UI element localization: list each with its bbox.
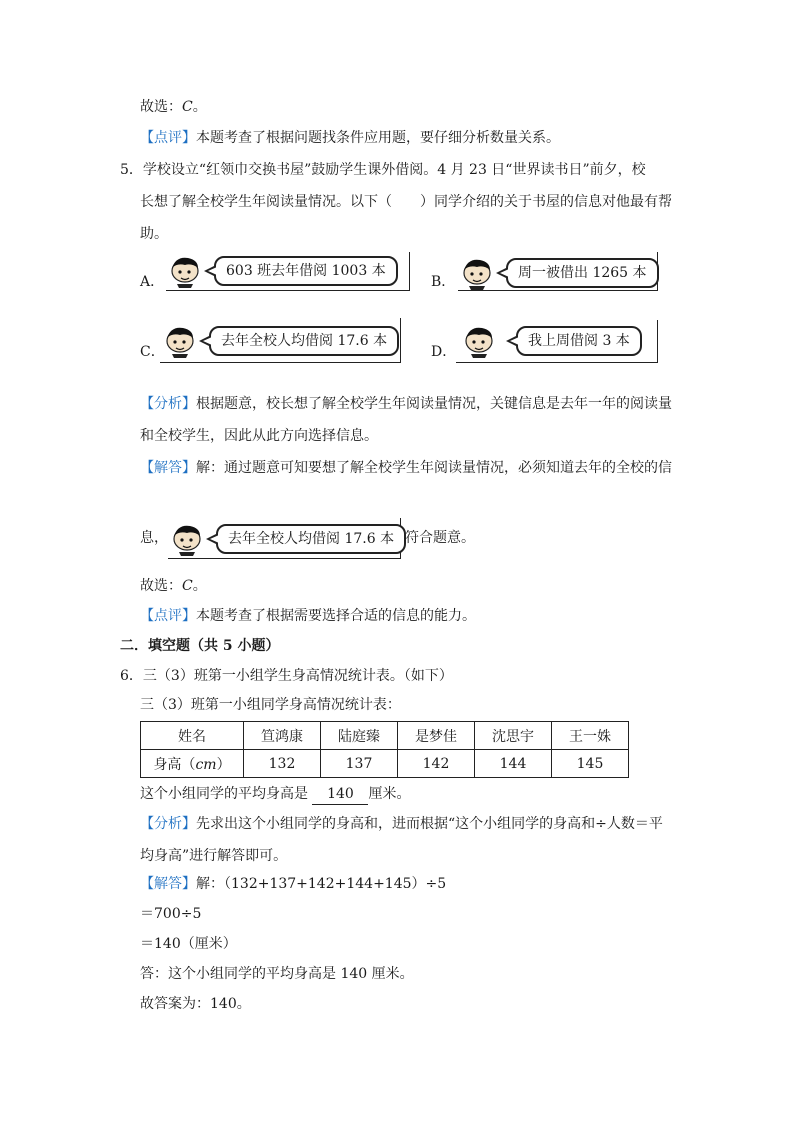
table-caption: 三（3）班第一小组同学身高情况统计表：	[140, 697, 401, 713]
q5-choose-value: C	[182, 578, 193, 594]
q5-stem-line2: 长想了解全校学生年阅读量情况。以下（ ）同学介绍的关于书屋的信息对他最有帮	[140, 194, 672, 210]
q4-review-line: 【点评】本题考查了根据问题找条件应用题，要仔细分析数量关系。	[140, 130, 560, 146]
answer-blank: 140	[312, 784, 368, 805]
table-header-name: 姓名	[141, 722, 244, 750]
child-icon	[168, 254, 202, 288]
option-a-label: A．	[140, 274, 165, 290]
table-cell-name: 陆庭臻	[321, 722, 398, 750]
q4-choose-value: C	[182, 99, 193, 115]
child-icon	[460, 256, 494, 290]
option-d-label: D．	[431, 344, 457, 360]
q5-stem-line3: 助。	[140, 226, 168, 242]
q6-answer-line4: 答：这个小组同学的平均身高是 140 厘米。	[140, 966, 414, 982]
child-icon	[462, 324, 496, 358]
answer-tag: 【解答】	[140, 876, 196, 892]
answer-tag: 【解答】	[140, 460, 196, 476]
analysis-tag: 【分析】	[140, 396, 196, 412]
option-b-figure	[460, 256, 659, 290]
table-row-names	[141, 722, 629, 750]
q6-answer-line1: 【解答】解：（132+137+142+144+145）÷5	[140, 876, 447, 892]
table-cell-height: 142	[398, 750, 475, 778]
q6-number: 6．	[120, 668, 143, 684]
q6-answer-line3: ＝140（厘米）	[140, 936, 237, 952]
table-cell-name: 是梦佳	[398, 722, 475, 750]
table-cell-height: 145	[552, 750, 629, 778]
answer-speech-bubble: 去年全校人均借阅 17.6 本	[216, 524, 406, 554]
option-d-speech-bubble: 我上周借阅 3 本	[516, 326, 642, 356]
option-d-figure	[462, 324, 642, 358]
option-c-figure	[163, 324, 399, 358]
table-cell-name: 王一姝	[552, 722, 629, 750]
option-c-label: C．	[140, 344, 165, 360]
table-cell-height: 137	[321, 750, 398, 778]
table-cell-height: 144	[475, 750, 552, 778]
answer-figure	[170, 522, 406, 556]
q6-analysis-line2: 均身高”进行解答即可。	[140, 848, 288, 864]
option-c-speech-bubble: 去年全校人均借阅 17.6 本	[209, 326, 399, 356]
q5-analysis-line2: 和全校学生，因此从此方向选择信息。	[140, 428, 378, 444]
q6-answer-line2: ＝700÷5	[140, 906, 202, 922]
height-stats-table	[140, 721, 629, 778]
table-row-heights	[141, 750, 629, 778]
analysis-tag: 【分析】	[140, 816, 196, 832]
q5-choose-line: 故选：C。	[140, 578, 207, 594]
q5-answer-prefix: 息，	[140, 530, 168, 546]
review-tag: 【点评】	[140, 608, 196, 624]
option-a-figure	[168, 254, 398, 288]
option-b-speech-bubble: 周一被借出 1265 本	[506, 258, 659, 288]
child-icon	[163, 324, 197, 358]
section-title: 二．填空题（共 5 小题）	[120, 638, 280, 654]
option-a-speech-bubble: 603 班去年借阅 1003 本	[214, 256, 398, 286]
q5-answer-suffix: 符合题意。	[405, 530, 475, 546]
q5-analysis-line1: 【分析】根据题意，校长想了解全校学生年阅读量情况，关键信息是去年一年的阅读量	[140, 396, 672, 412]
table-cell-name: 沈思宇	[475, 722, 552, 750]
review-tag: 【点评】	[140, 130, 196, 146]
q5-review-line: 【点评】本题考查了根据需要选择合适的信息的能力。	[140, 608, 476, 624]
child-icon	[170, 522, 204, 556]
table-cell-height: 132	[244, 750, 321, 778]
q5-stem-line1: 5．学校设立“红领巾交换书屋”鼓励学生课外借阅。4 月 23 日“世界读书日”前夕，校	[120, 162, 646, 178]
table-cell-name: 笪鸿康	[244, 722, 321, 750]
table-header-height: 身高（cm）	[141, 750, 244, 778]
option-b-label: B．	[431, 274, 456, 290]
q6-question: 这个小组同学的平均身高是 140 厘米。	[140, 784, 410, 805]
q6-stem: 6．三（3）班第一小组学生身高情况统计表。（如下）	[120, 668, 453, 684]
q5-number: 5．	[120, 162, 143, 178]
q6-analysis-line1: 【分析】先求出这个小组同学的身高和，进而根据“这个小组同学的身高和÷人数＝平	[140, 816, 663, 832]
q5-answer-line1: 【解答】解：通过题意可知要想了解全校学生年阅读量情况，必须知道去年的全校的信	[140, 460, 672, 476]
q4-choose-line: 故选：C。	[140, 99, 207, 115]
q6-answer-line5: 故答案为：140。	[140, 996, 251, 1012]
